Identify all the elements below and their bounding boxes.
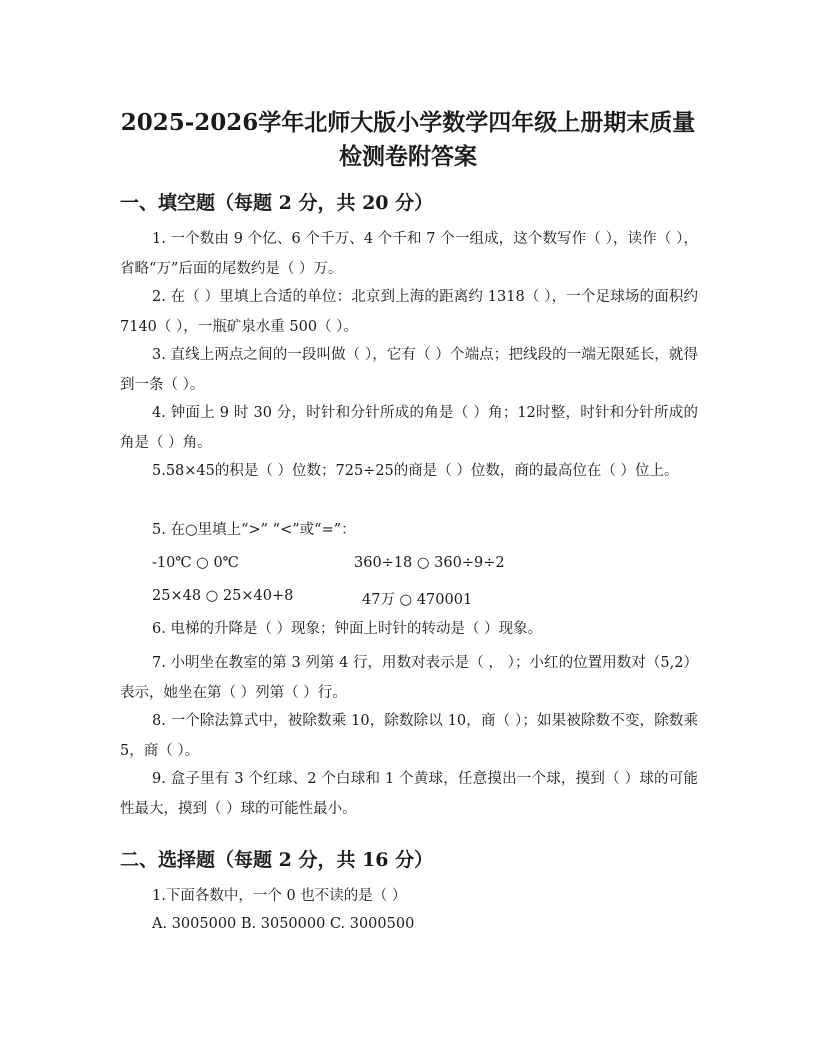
question-1-4: 4. 钟面上 9 时 30 分，时针和分针所成的角是（ ）角；12时整，时针和分针所成的角是（ ）角。	[120, 405, 698, 451]
document-title-line2: 检测卷附答案	[339, 143, 477, 170]
comparison-1: -10℃ ○ 0℃	[152, 555, 239, 571]
question-1-1: 1. 一个数由 9 个亿、6 个千万、4 个千和 7 个一组成，这个数写作（ ），读作（ ），省略“万”后面的尾数约是（ ）万。	[120, 231, 698, 277]
section-heading-multiple-choice: 二、选择题（每题 2 分，共 16 分）	[120, 849, 434, 871]
question-1-2: 2. 在（ ）里填上合适的单位：北京到上海的距离约 1318（ ），一个足球场的面积约 7140（ ），一瓶矿泉水重 500（ ）。	[120, 289, 698, 335]
question-2-1-options: A. 3005000 B. 3050000 C. 3000500	[152, 916, 415, 932]
comparison-4: 47万 ○ 470001	[362, 592, 473, 608]
comparison-3: 25×48 ○ 25×40+8	[152, 588, 294, 604]
question-2-1: 1.下面各数中，一个 0 也不读的是（ ）	[152, 888, 407, 904]
question-1-6: 6. 电梯的升降是（ ）现象；钟面上时针的转动是（ ）现象。	[152, 621, 543, 637]
question-1-3: 3. 直线上两点之间的一段叫做（ ），它有（ ）个端点；把线段的一端无限延长，就得到一条（ ）。	[120, 347, 698, 393]
question-1-5: 5.58×45的积是（ ）位数；725÷25的商是（ ）位数，商的最高位在（ ）位上。	[152, 463, 679, 479]
question-1-7: 7. 小明坐在教室的第 3 列第 4 行，用数对表示是（ ， ）；小红的位置用数对（5,2）表示，她坐在第（ ）列第（ ）行。	[120, 655, 698, 701]
comparison-2: 360÷18 ○ 360÷9÷2	[354, 555, 505, 571]
question-1-5b: 5. 在○里填上“>” “<”或“=”：	[152, 522, 356, 538]
document-title-line1: 2025-2026学年北师大版小学数学四年级上册期末质量	[120, 109, 696, 136]
section-heading-fill-blank: 一、填空题（每题 2 分，共 20 分）	[120, 192, 434, 214]
question-1-9: 9. 盒子里有 3 个红球、2 个白球和 1 个黄球，任意摸出一个球，摸到（ ）球的可能性最大，摸到（ ）球的可能性最小。	[120, 771, 698, 817]
question-1-8: 8. 一个除法算式中，被除数乘 10，除数除以 10，商（ ）；如果被除数不变，除数乘 5，商（ ）。	[120, 713, 698, 759]
